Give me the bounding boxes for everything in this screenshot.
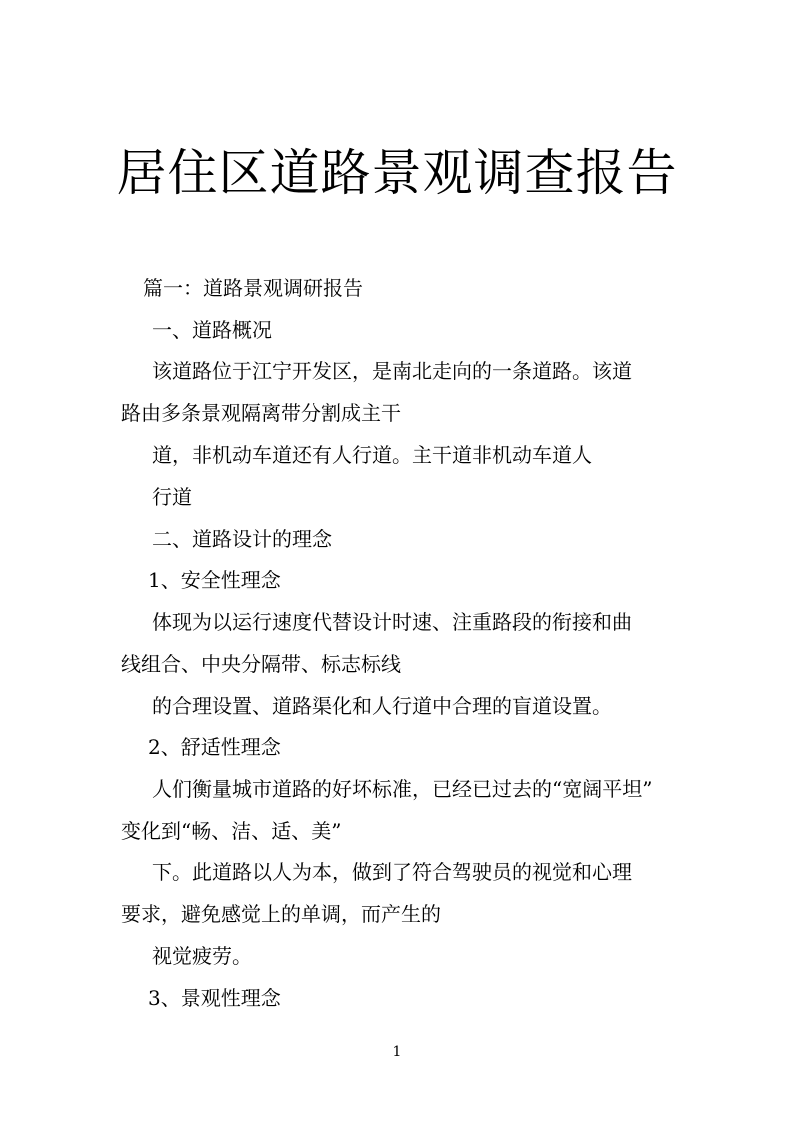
heading-design-concepts: 二、道路设计的理念 [152, 527, 332, 551]
paragraph-line: 变化到“畅、洁、适、美” [121, 819, 342, 843]
paragraph-line: 要求，避免感觉上的单调，而产生的 [121, 902, 441, 926]
paragraph-line: 线组合、中央分隔带、标志标线 [121, 652, 401, 676]
page-number: 1 [392, 1044, 402, 1060]
subheading-safety: 1、安全性理念 [148, 568, 281, 592]
subheading-comfort: 2、舒适性理念 [148, 735, 281, 759]
heading-road-overview: 一、道路概况 [152, 318, 272, 342]
paragraph-line: 路由多条景观隔离带分割成主干 [121, 401, 401, 425]
paragraph-line: 道，非机动车道还有人行道。主干道非机动车道人 [152, 443, 592, 467]
paragraph-line: 人们衡量城市道路的好坏标准，已经已过去的“宽阔平坦” [152, 777, 653, 801]
paragraph-line: 的合理设置、道路渠化和人行道中合理的盲道设置。 [152, 694, 612, 718]
paragraph-line: 体现为以运行速度代替设计时速、注重路段的衔接和曲 [152, 610, 632, 634]
document-title: 居住区道路景观调查报告 [116, 144, 678, 202]
paragraph-line: 下。此道路以人为本，做到了符合驾驶员的视觉和心理 [152, 860, 632, 884]
section-heading-part-one: 篇一：道路景观调研报告 [143, 276, 363, 300]
paragraph-line: 行道 [152, 485, 192, 509]
subheading-landscape: 3、景观性理念 [148, 986, 281, 1010]
paragraph-line: 视觉疲劳。 [152, 944, 252, 968]
paragraph-line: 该道路位于江宁开发区，是南北走向的一条道路。该道 [152, 359, 632, 383]
